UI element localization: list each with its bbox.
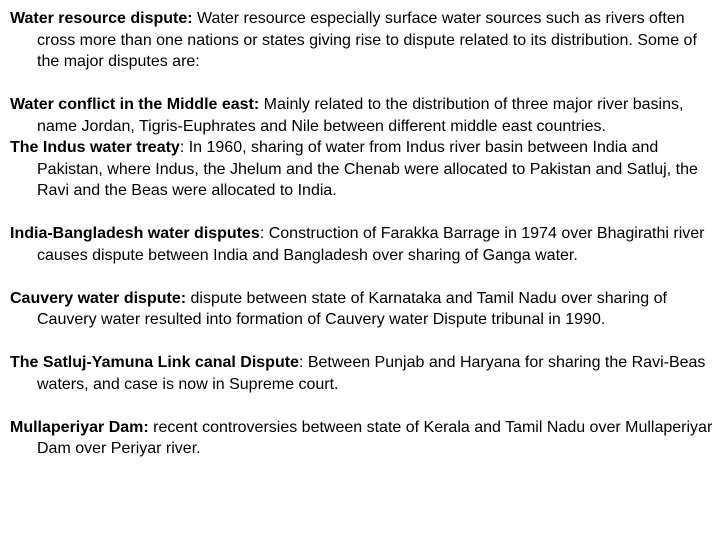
document-body bbox=[10, 8, 715, 460]
entry-heading: The Indus water treaty bbox=[10, 139, 180, 156]
entry-heading: Water resource dispute: bbox=[10, 10, 193, 27]
entry-text: : Construction of Farakka Barrage in 1974 over Bhagirathi river causes dispute between India and Bangladesh over sharing of Ganga water. bbox=[37, 225, 705, 264]
entry-satluj-yamuna-dispute bbox=[10, 352, 715, 395]
entry-text: Water resource especially surface water sources such as rivers often cross more than one nations or states giving rise to dispute related to its distribution. Some of the major disputes are: bbox=[37, 10, 697, 70]
entry-mullaperiyar-dam bbox=[10, 417, 715, 460]
entry-text: Mainly related to the distribution of three major river basins, name Jordan, Tigris-Euphrates and Nile between different middle east countries. bbox=[37, 96, 684, 135]
entry-text: : In 1960, sharing of water from Indus river basin between India and Pakistan, where Indus, the Jhelum and the Chenab were allocated to Pakistan and Satluj, the Ravi and the Beas were allocated to India. bbox=[37, 139, 698, 199]
entry-middle-east-conflict bbox=[10, 94, 715, 137]
entry-heading: The Satluj-Yamuna Link canal Dispute bbox=[10, 354, 299, 371]
entry-water-resource-dispute bbox=[10, 8, 715, 73]
entry-heading: Cauvery water dispute: bbox=[10, 289, 187, 307]
entry-heading: Mullaperiyar Dam: bbox=[10, 418, 149, 436]
entry-cauvery-dispute bbox=[10, 288, 715, 331]
entry-heading: India-Bangladesh water disputes bbox=[10, 225, 260, 242]
entry-indus-water-treaty bbox=[10, 137, 715, 202]
entry-text: recent controversies between state of Kerala and Tamil Nadu over Mullaperiyar Dam over Periyar river. bbox=[37, 418, 713, 457]
entry-heading: Water conflict in the Middle east: bbox=[10, 96, 260, 113]
entry-text: dispute between state of Karnataka and Tamil Nadu over sharing of Cauvery water resulted into formation of Cauvery water Dispute tribunal in 1990. bbox=[37, 289, 667, 328]
entry-text: : Between Punjab and Haryana for sharing the Ravi-Beas waters, and case is now in Supreme court. bbox=[37, 354, 706, 393]
entry-india-bangladesh-dispute bbox=[10, 223, 715, 266]
